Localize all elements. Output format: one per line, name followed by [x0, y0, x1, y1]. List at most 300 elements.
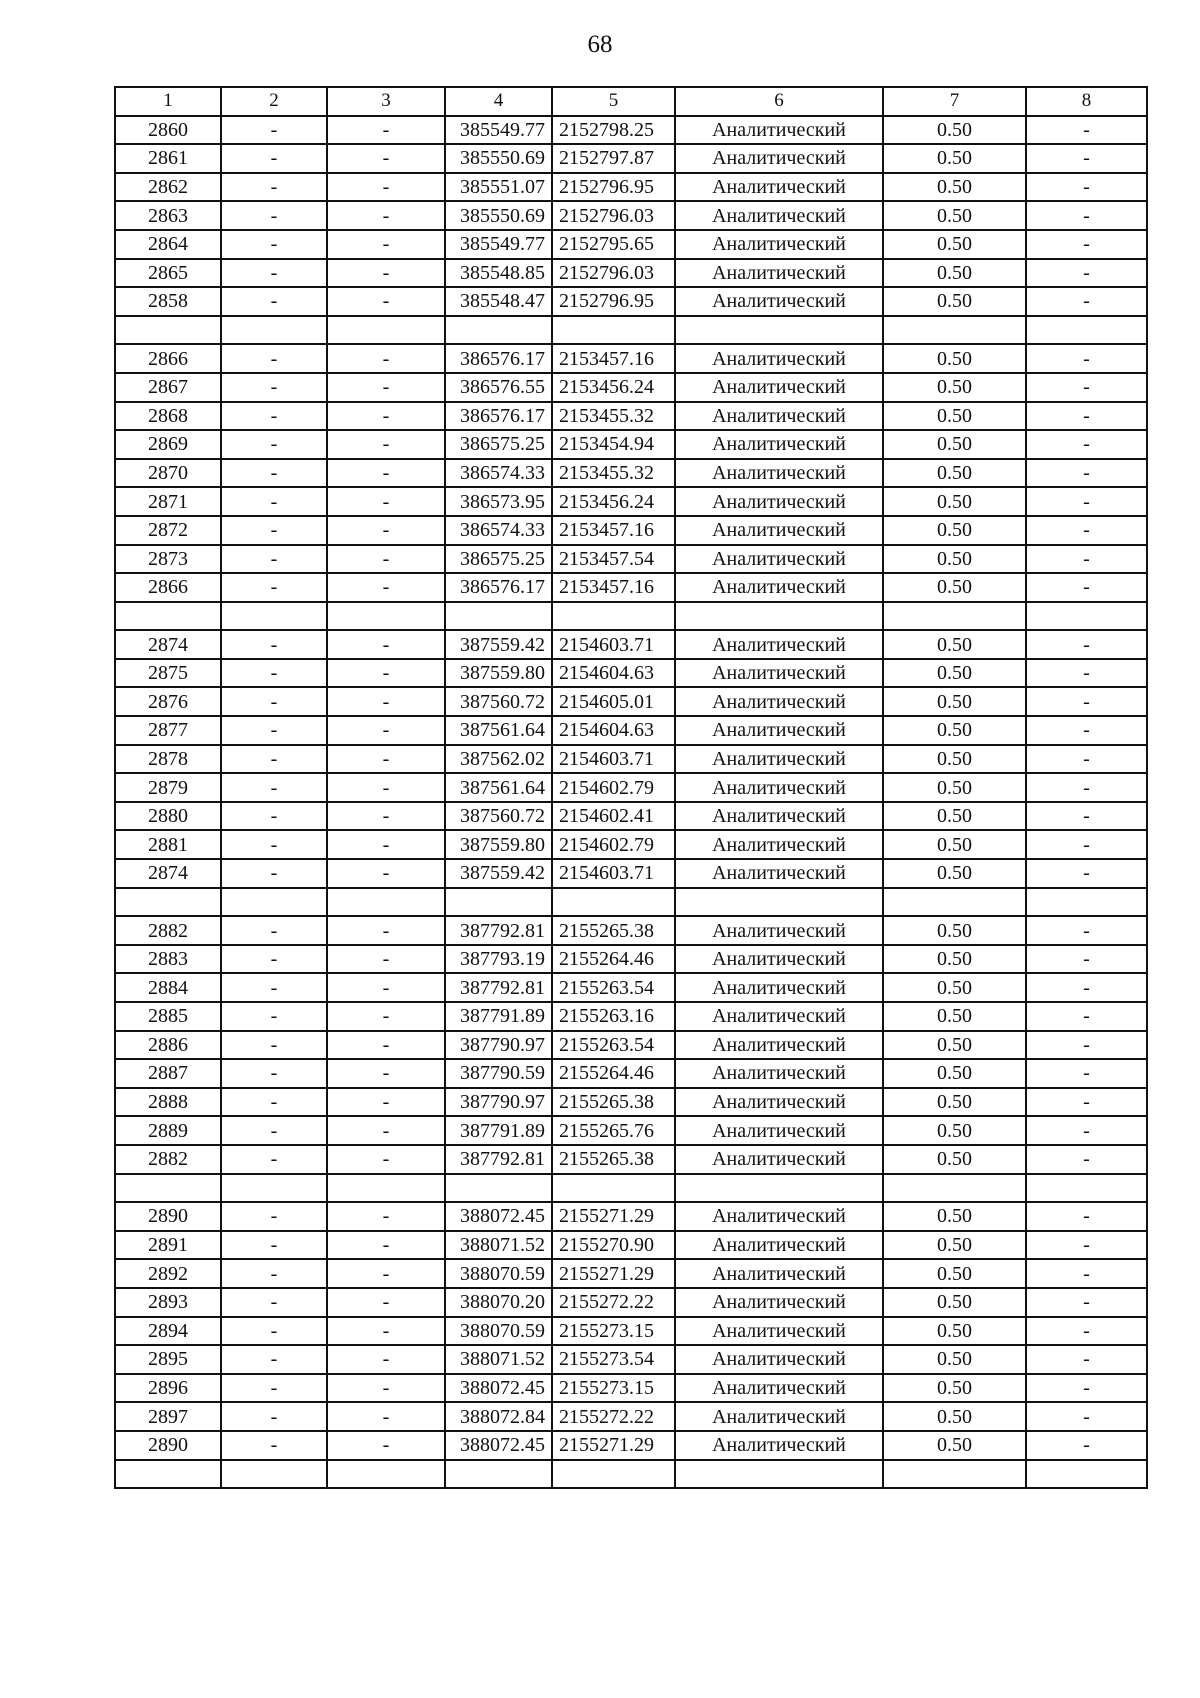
col8-cell: - [1026, 1317, 1147, 1346]
col8-cell: - [1026, 1259, 1147, 1288]
accuracy-cell: 0.50 [883, 1116, 1026, 1145]
col8-cell: - [1026, 1374, 1147, 1403]
col8-cell: - [1026, 830, 1147, 859]
point-number-cell: 2894 [115, 1317, 221, 1346]
col2-cell: - [221, 173, 327, 202]
accuracy-cell: 0.50 [883, 459, 1026, 488]
method-cell: Аналитический [675, 201, 883, 230]
col2-cell: - [221, 1345, 327, 1374]
col8-cell: - [1026, 1088, 1147, 1117]
col3-cell: - [327, 945, 445, 974]
col2-cell: - [221, 259, 327, 288]
x-coordinate-cell [445, 1460, 552, 1489]
x-coordinate-cell: 387790.97 [445, 1031, 552, 1060]
accuracy-cell [883, 316, 1026, 345]
table-row [115, 1202, 1147, 1231]
table-row [115, 402, 1147, 431]
x-coordinate-cell: 386574.33 [445, 516, 552, 545]
column-header: 7 [883, 87, 1026, 116]
accuracy-cell: 0.50 [883, 1259, 1026, 1288]
y-coordinate-cell: 2152796.95 [552, 287, 675, 316]
col3-cell [327, 316, 445, 345]
y-coordinate-cell: 2154604.63 [552, 659, 675, 688]
x-coordinate-cell [445, 1174, 552, 1203]
col3-cell: - [327, 1088, 445, 1117]
col3-cell: - [327, 1116, 445, 1145]
method-cell: Аналитический [675, 1345, 883, 1374]
col3-cell: - [327, 859, 445, 888]
col8-cell: - [1026, 545, 1147, 574]
column-header: 5 [552, 87, 675, 116]
col2-cell: - [221, 1374, 327, 1403]
y-coordinate-cell: 2153457.16 [552, 573, 675, 602]
table-row [115, 716, 1147, 745]
col3-cell: - [327, 1231, 445, 1260]
method-cell: Аналитический [675, 1202, 883, 1231]
col3-cell: - [327, 545, 445, 574]
method-cell: Аналитический [675, 830, 883, 859]
col3-cell: - [327, 1431, 445, 1460]
x-coordinate-cell: 385549.77 [445, 230, 552, 259]
method-cell [675, 602, 883, 631]
table-row [115, 1431, 1147, 1460]
col3-cell [327, 1460, 445, 1489]
point-number-cell: 2868 [115, 402, 221, 431]
y-coordinate-cell: 2152797.87 [552, 144, 675, 173]
table-row [115, 230, 1147, 259]
table-row [115, 973, 1147, 1002]
method-cell: Аналитический [675, 373, 883, 402]
col2-cell: - [221, 459, 327, 488]
col8-cell [1026, 1460, 1147, 1489]
table-row [115, 916, 1147, 945]
method-cell: Аналитический [675, 802, 883, 831]
accuracy-cell: 0.50 [883, 1402, 1026, 1431]
y-coordinate-cell: 2153454.94 [552, 430, 675, 459]
table-row [115, 173, 1147, 202]
col2-cell: - [221, 545, 327, 574]
accuracy-cell: 0.50 [883, 373, 1026, 402]
accuracy-cell: 0.50 [883, 573, 1026, 602]
y-coordinate-cell: 2155263.54 [552, 973, 675, 1002]
x-coordinate-cell: 387791.89 [445, 1116, 552, 1145]
col3-cell: - [327, 687, 445, 716]
col8-cell: - [1026, 430, 1147, 459]
table-body [115, 116, 1147, 1489]
col2-cell [221, 1174, 327, 1203]
x-coordinate-cell: 387790.59 [445, 1059, 552, 1088]
col2-cell [221, 1460, 327, 1489]
col2-cell: - [221, 945, 327, 974]
x-coordinate-cell: 387790.97 [445, 1088, 552, 1117]
accuracy-cell [883, 1174, 1026, 1203]
x-coordinate-cell [445, 316, 552, 345]
col3-cell: - [327, 1317, 445, 1346]
accuracy-cell: 0.50 [883, 1431, 1026, 1460]
table-row [115, 687, 1147, 716]
x-coordinate-cell: 386576.55 [445, 373, 552, 402]
point-number-cell: 2890 [115, 1431, 221, 1460]
col2-cell: - [221, 830, 327, 859]
method-cell: Аналитический [675, 1259, 883, 1288]
col2-cell: - [221, 1088, 327, 1117]
col3-cell: - [327, 802, 445, 831]
col8-cell: - [1026, 1345, 1147, 1374]
col3-cell: - [327, 516, 445, 545]
table-row [115, 573, 1147, 602]
method-cell: Аналитический [675, 230, 883, 259]
x-coordinate-cell: 385550.69 [445, 201, 552, 230]
col8-cell: - [1026, 945, 1147, 974]
col2-cell: - [221, 973, 327, 1002]
point-number-cell: 2867 [115, 373, 221, 402]
col2-cell: - [221, 402, 327, 431]
x-coordinate-cell: 386573.95 [445, 487, 552, 516]
point-number-cell: 2892 [115, 1259, 221, 1288]
method-cell: Аналитический [675, 1374, 883, 1403]
y-coordinate-cell: 2152795.65 [552, 230, 675, 259]
col8-cell: - [1026, 1431, 1147, 1460]
x-coordinate-cell: 387559.42 [445, 859, 552, 888]
x-coordinate-cell: 387561.64 [445, 773, 552, 802]
method-cell: Аналитический [675, 630, 883, 659]
table-row [115, 287, 1147, 316]
method-cell: Аналитический [675, 1431, 883, 1460]
col3-cell: - [327, 659, 445, 688]
col8-cell: - [1026, 659, 1147, 688]
y-coordinate-cell: 2155271.29 [552, 1259, 675, 1288]
accuracy-cell: 0.50 [883, 973, 1026, 1002]
y-coordinate-cell: 2154603.71 [552, 745, 675, 774]
column-header: 2 [221, 87, 327, 116]
col8-cell: - [1026, 1202, 1147, 1231]
accuracy-cell: 0.50 [883, 287, 1026, 316]
method-cell: Аналитический [675, 573, 883, 602]
x-coordinate-cell [445, 602, 552, 631]
col2-cell: - [221, 859, 327, 888]
point-number-cell: 2869 [115, 430, 221, 459]
col8-cell: - [1026, 201, 1147, 230]
col8-cell: - [1026, 573, 1147, 602]
header-row [115, 87, 1147, 116]
col8-cell: - [1026, 630, 1147, 659]
x-coordinate-cell: 388072.45 [445, 1431, 552, 1460]
col2-cell: - [221, 916, 327, 945]
point-number-cell: 2871 [115, 487, 221, 516]
y-coordinate-cell: 2155265.38 [552, 916, 675, 945]
separator-row [115, 316, 1147, 345]
x-coordinate-cell: 388071.52 [445, 1345, 552, 1374]
col3-cell: - [327, 373, 445, 402]
col2-cell: - [221, 1431, 327, 1460]
table-row [115, 630, 1147, 659]
accuracy-cell: 0.50 [883, 259, 1026, 288]
col8-cell: - [1026, 687, 1147, 716]
accuracy-cell: 0.50 [883, 173, 1026, 202]
point-number-cell: 2872 [115, 516, 221, 545]
point-number-cell: 2878 [115, 745, 221, 774]
x-coordinate-cell: 387560.72 [445, 802, 552, 831]
accuracy-cell: 0.50 [883, 1059, 1026, 1088]
point-number-cell: 2860 [115, 116, 221, 145]
accuracy-cell: 0.50 [883, 430, 1026, 459]
x-coordinate-cell: 387560.72 [445, 687, 552, 716]
method-cell: Аналитический [675, 402, 883, 431]
column-header: 4 [445, 87, 552, 116]
y-coordinate-cell: 2154602.79 [552, 830, 675, 859]
y-coordinate-cell: 2154605.01 [552, 687, 675, 716]
col3-cell: - [327, 1345, 445, 1374]
point-number-cell: 2884 [115, 973, 221, 1002]
point-number-cell [115, 316, 221, 345]
y-coordinate-cell: 2155265.38 [552, 1145, 675, 1174]
x-coordinate-cell: 388071.52 [445, 1231, 552, 1260]
point-number-cell: 2888 [115, 1088, 221, 1117]
method-cell: Аналитический [675, 1402, 883, 1431]
method-cell: Аналитический [675, 1059, 883, 1088]
accuracy-cell: 0.50 [883, 659, 1026, 688]
y-coordinate-cell [552, 888, 675, 917]
col3-cell: - [327, 745, 445, 774]
col3-cell: - [327, 1202, 445, 1231]
accuracy-cell: 0.50 [883, 916, 1026, 945]
y-coordinate-cell: 2155264.46 [552, 945, 675, 974]
point-number-cell: 2866 [115, 344, 221, 373]
col2-cell: - [221, 287, 327, 316]
method-cell: Аналитический [675, 1231, 883, 1260]
method-cell: Аналитический [675, 945, 883, 974]
method-cell: Аналитический [675, 173, 883, 202]
table-row [115, 487, 1147, 516]
y-coordinate-cell [552, 316, 675, 345]
point-number-cell: 2866 [115, 573, 221, 602]
accuracy-cell [883, 602, 1026, 631]
point-number-cell: 2862 [115, 173, 221, 202]
point-number-cell: 2896 [115, 1374, 221, 1403]
col2-cell: - [221, 1116, 327, 1145]
col3-cell: - [327, 487, 445, 516]
method-cell: Аналитический [675, 973, 883, 1002]
y-coordinate-cell [552, 1174, 675, 1203]
accuracy-cell: 0.50 [883, 344, 1026, 373]
x-coordinate-cell: 388072.84 [445, 1402, 552, 1431]
col3-cell: - [327, 259, 445, 288]
x-coordinate-cell: 388070.59 [445, 1259, 552, 1288]
accuracy-cell: 0.50 [883, 1002, 1026, 1031]
accuracy-cell: 0.50 [883, 230, 1026, 259]
col8-cell: - [1026, 745, 1147, 774]
col3-cell: - [327, 344, 445, 373]
x-coordinate-cell: 385548.85 [445, 259, 552, 288]
col8-cell: - [1026, 1059, 1147, 1088]
col3-cell: - [327, 1002, 445, 1031]
method-cell: Аналитический [675, 116, 883, 145]
col2-cell: - [221, 1231, 327, 1260]
method-cell: Аналитический [675, 516, 883, 545]
accuracy-cell: 0.50 [883, 1231, 1026, 1260]
y-coordinate-cell: 2155265.76 [552, 1116, 675, 1145]
x-coordinate-cell: 386576.17 [445, 344, 552, 373]
method-cell: Аналитический [675, 430, 883, 459]
method-cell: Аналитический [675, 716, 883, 745]
accuracy-cell: 0.50 [883, 1202, 1026, 1231]
col2-cell: - [221, 144, 327, 173]
x-coordinate-cell: 387559.42 [445, 630, 552, 659]
table-row [115, 745, 1147, 774]
accuracy-cell: 0.50 [883, 402, 1026, 431]
x-coordinate-cell: 387559.80 [445, 659, 552, 688]
y-coordinate-cell: 2154604.63 [552, 716, 675, 745]
x-coordinate-cell: 386576.17 [445, 402, 552, 431]
table-row [115, 344, 1147, 373]
col8-cell: - [1026, 716, 1147, 745]
col8-cell: - [1026, 173, 1147, 202]
col3-cell: - [327, 173, 445, 202]
col2-cell: - [221, 573, 327, 602]
col2-cell: - [221, 1002, 327, 1031]
col3-cell: - [327, 430, 445, 459]
y-coordinate-cell: 2155263.54 [552, 1031, 675, 1060]
col3-cell: - [327, 916, 445, 945]
point-number-cell: 2891 [115, 1231, 221, 1260]
col3-cell: - [327, 573, 445, 602]
table-row [115, 1145, 1147, 1174]
y-coordinate-cell: 2152798.25 [552, 116, 675, 145]
point-number-cell: 2887 [115, 1059, 221, 1088]
method-cell: Аналитический [675, 916, 883, 945]
table-row [115, 830, 1147, 859]
x-coordinate-cell: 387559.80 [445, 830, 552, 859]
accuracy-cell: 0.50 [883, 1088, 1026, 1117]
table-row [115, 430, 1147, 459]
point-number-cell: 2881 [115, 830, 221, 859]
column-header: 6 [675, 87, 883, 116]
point-number-cell [115, 1460, 221, 1489]
table-row [115, 1059, 1147, 1088]
x-coordinate-cell: 388070.59 [445, 1317, 552, 1346]
col8-cell [1026, 888, 1147, 917]
method-cell: Аналитический [675, 1088, 883, 1117]
y-coordinate-cell: 2153456.24 [552, 373, 675, 402]
accuracy-cell: 0.50 [883, 945, 1026, 974]
col2-cell: - [221, 1259, 327, 1288]
method-cell [675, 316, 883, 345]
col3-cell: - [327, 1145, 445, 1174]
separator-row [115, 1174, 1147, 1203]
table-row [115, 1374, 1147, 1403]
table-row [115, 945, 1147, 974]
method-cell: Аналитический [675, 259, 883, 288]
y-coordinate-cell: 2155271.29 [552, 1431, 675, 1460]
accuracy-cell: 0.50 [883, 830, 1026, 859]
point-number-cell: 2876 [115, 687, 221, 716]
col8-cell: - [1026, 487, 1147, 516]
col8-cell: - [1026, 973, 1147, 1002]
y-coordinate-cell [552, 1460, 675, 1489]
y-coordinate-cell: 2154603.71 [552, 630, 675, 659]
method-cell: Аналитический [675, 487, 883, 516]
table-row [115, 773, 1147, 802]
table-row [115, 516, 1147, 545]
x-coordinate-cell: 385551.07 [445, 173, 552, 202]
column-header: 8 [1026, 87, 1147, 116]
y-coordinate-cell: 2155272.22 [552, 1288, 675, 1317]
point-number-cell: 2863 [115, 201, 221, 230]
method-cell: Аналитический [675, 1002, 883, 1031]
point-number-cell: 2873 [115, 545, 221, 574]
y-coordinate-cell: 2154602.41 [552, 802, 675, 831]
point-number-cell: 2875 [115, 659, 221, 688]
point-number-cell: 2885 [115, 1002, 221, 1031]
table-row [115, 1259, 1147, 1288]
y-coordinate-cell: 2154602.79 [552, 773, 675, 802]
accuracy-cell [883, 1460, 1026, 1489]
col2-cell: - [221, 116, 327, 145]
col3-cell: - [327, 1031, 445, 1060]
col2-cell: - [221, 773, 327, 802]
point-number-cell: 2880 [115, 802, 221, 831]
accuracy-cell: 0.50 [883, 859, 1026, 888]
col3-cell: - [327, 1288, 445, 1317]
point-number-cell: 2874 [115, 630, 221, 659]
col2-cell: - [221, 487, 327, 516]
col3-cell: - [327, 459, 445, 488]
col2-cell: - [221, 430, 327, 459]
table-row [115, 1231, 1147, 1260]
method-cell: Аналитический [675, 545, 883, 574]
y-coordinate-cell: 2155265.38 [552, 1088, 675, 1117]
accuracy-cell: 0.50 [883, 144, 1026, 173]
x-coordinate-cell: 386574.33 [445, 459, 552, 488]
accuracy-cell: 0.50 [883, 1317, 1026, 1346]
col3-cell: - [327, 402, 445, 431]
table-row [115, 1402, 1147, 1431]
accuracy-cell: 0.50 [883, 545, 1026, 574]
method-cell [675, 1460, 883, 1489]
table-row [115, 1288, 1147, 1317]
y-coordinate-cell: 2155273.15 [552, 1317, 675, 1346]
col2-cell: - [221, 659, 327, 688]
x-coordinate-cell: 385550.69 [445, 144, 552, 173]
col8-cell: - [1026, 373, 1147, 402]
x-coordinate-cell: 387792.81 [445, 916, 552, 945]
table-row [115, 259, 1147, 288]
col8-cell: - [1026, 1145, 1147, 1174]
col3-cell: - [327, 230, 445, 259]
accuracy-cell: 0.50 [883, 487, 1026, 516]
point-number-cell: 2874 [115, 859, 221, 888]
method-cell: Аналитический [675, 745, 883, 774]
col2-cell: - [221, 373, 327, 402]
accuracy-cell [883, 888, 1026, 917]
method-cell: Аналитический [675, 287, 883, 316]
point-number-cell: 2865 [115, 259, 221, 288]
point-number-cell: 2870 [115, 459, 221, 488]
accuracy-cell: 0.50 [883, 1031, 1026, 1060]
col8-cell [1026, 316, 1147, 345]
y-coordinate-cell: 2155270.90 [552, 1231, 675, 1260]
coordinates-table [114, 86, 1148, 1489]
col2-cell: - [221, 344, 327, 373]
page-number: 68 [587, 31, 613, 58]
x-coordinate-cell: 387792.81 [445, 973, 552, 1002]
col8-cell [1026, 602, 1147, 631]
col2-cell: - [221, 230, 327, 259]
col8-cell: - [1026, 1031, 1147, 1060]
point-number-cell: 2861 [115, 144, 221, 173]
method-cell: Аналитический [675, 1116, 883, 1145]
table-row [115, 1002, 1147, 1031]
